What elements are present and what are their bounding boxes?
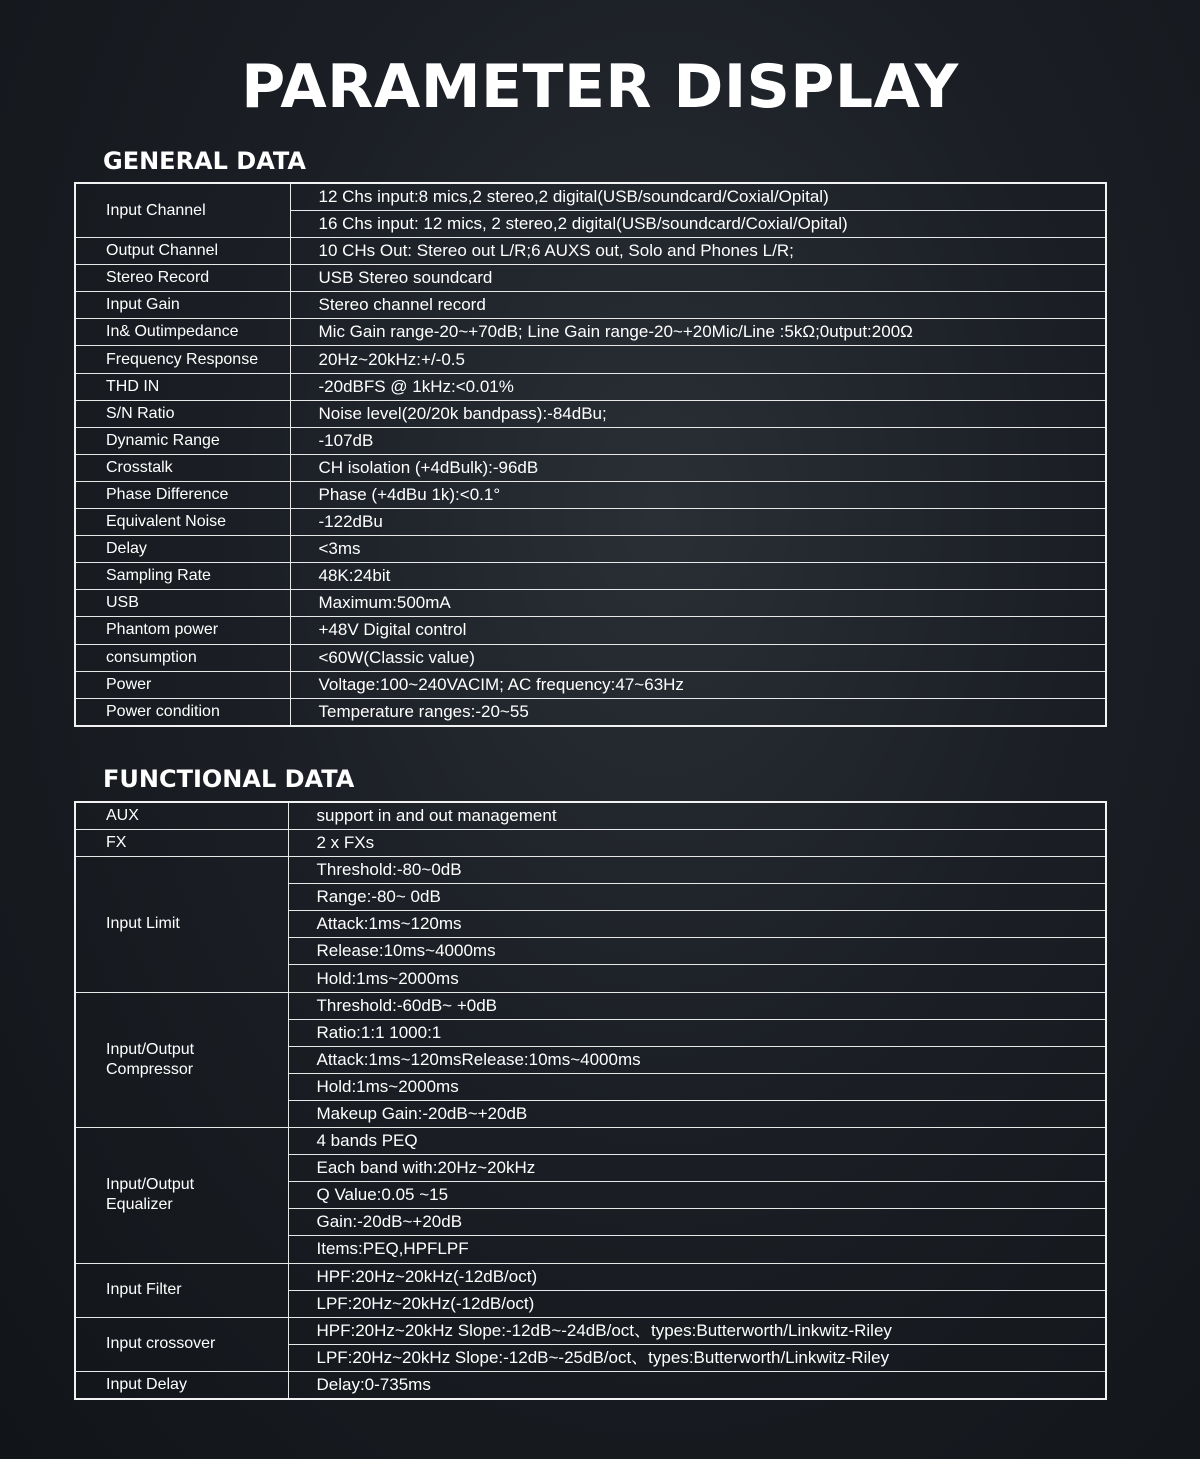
table-row bbox=[75, 1263, 1106, 1290]
table-row bbox=[75, 617, 1106, 644]
row-label: S/N Ratio bbox=[75, 400, 290, 427]
row-label: Output Channel bbox=[75, 238, 290, 265]
row-label: Input Filter bbox=[75, 1263, 288, 1317]
table-row bbox=[75, 346, 1106, 373]
row-label: Input/Output Compressor bbox=[75, 992, 288, 1127]
table-row bbox=[75, 373, 1106, 400]
row-label: Input Gain bbox=[75, 292, 290, 319]
row-label: Power condition bbox=[75, 698, 290, 726]
row-value: Ratio:1:1 1000:1 bbox=[288, 1019, 1106, 1046]
functional-data-table bbox=[74, 801, 1107, 1400]
row-label: AUX bbox=[75, 802, 288, 830]
table-row bbox=[75, 698, 1106, 726]
row-label: Phantom power bbox=[75, 617, 290, 644]
row-value: 10 CHs Out: Stereo out L/R;6 AUXS out, Solo and Phones L/R; bbox=[290, 238, 1106, 265]
row-value: Release:10ms~4000ms bbox=[288, 938, 1106, 965]
row-value: HPF:20Hz~20kHz Slope:-12dB~-24dB/oct、types:Butterworth/Linkwitz-Riley bbox=[288, 1317, 1106, 1344]
row-value: Each band with:20Hz~20kHz bbox=[288, 1155, 1106, 1182]
row-value: Threshold:-60dB~ +0dB bbox=[288, 992, 1106, 1019]
row-value: Hold:1ms~2000ms bbox=[288, 965, 1106, 992]
row-value: <60W(Classic value) bbox=[290, 644, 1106, 671]
row-value: Attack:1ms~120ms bbox=[288, 911, 1106, 938]
row-label: Frequency Response bbox=[75, 346, 290, 373]
row-label: Sampling Rate bbox=[75, 563, 290, 590]
row-value: Hold:1ms~2000ms bbox=[288, 1073, 1106, 1100]
row-label: Power bbox=[75, 671, 290, 698]
general-data-heading: GENERAL DATA bbox=[103, 147, 306, 175]
general-data-table bbox=[74, 182, 1107, 727]
table-row bbox=[75, 992, 1106, 1019]
row-value: LPF:20Hz~20kHz(-12dB/oct) bbox=[288, 1290, 1106, 1317]
row-value: Maximum:500mA bbox=[290, 590, 1106, 617]
row-value: 48K:24bit bbox=[290, 563, 1106, 590]
row-value: -107dB bbox=[290, 427, 1106, 454]
row-value: 20Hz~20kHz:+/-0.5 bbox=[290, 346, 1106, 373]
row-value: -122dBu bbox=[290, 509, 1106, 536]
table-row bbox=[75, 563, 1106, 590]
row-value: Items:PEQ,HPFLPF bbox=[288, 1236, 1106, 1263]
table-row bbox=[75, 830, 1106, 857]
row-value: CH isolation (+4dBulk):-96dB bbox=[290, 454, 1106, 481]
row-value: Gain:-20dB~+20dB bbox=[288, 1209, 1106, 1236]
row-value: Q Value:0.05 ~15 bbox=[288, 1182, 1106, 1209]
row-value: Threshold:-80~0dB bbox=[288, 857, 1106, 884]
row-label: Delay bbox=[75, 536, 290, 563]
table-row bbox=[75, 454, 1106, 481]
row-label: Crosstalk bbox=[75, 454, 290, 481]
row-value: 2 x FXs bbox=[288, 830, 1106, 857]
page-title: PARAMETER DISPLAY bbox=[241, 52, 959, 122]
table-row bbox=[75, 644, 1106, 671]
row-value: Stereo channel record bbox=[290, 292, 1106, 319]
table-row bbox=[75, 292, 1106, 319]
row-value: 12 Chs input:8 mics,2 stereo,2 digital(USB/soundcard/Coxial/Opital) bbox=[290, 183, 1106, 211]
row-value: HPF:20Hz~20kHz(-12dB/oct) bbox=[288, 1263, 1106, 1290]
table-row bbox=[75, 183, 1106, 211]
row-label: Input crossover bbox=[75, 1317, 288, 1371]
table-row bbox=[75, 802, 1106, 830]
table-row bbox=[75, 1128, 1106, 1155]
row-label: Equivalent Noise bbox=[75, 509, 290, 536]
row-value: +48V Digital control bbox=[290, 617, 1106, 644]
row-label: In& Outimpedance bbox=[75, 319, 290, 346]
row-value: Phase (+4dBu 1k):<0.1° bbox=[290, 481, 1106, 508]
table-row bbox=[75, 400, 1106, 427]
table-row bbox=[75, 319, 1106, 346]
row-value: Range:-80~ 0dB bbox=[288, 884, 1106, 911]
table-row bbox=[75, 857, 1106, 884]
row-value: support in and out management bbox=[288, 802, 1106, 830]
row-label: consumption bbox=[75, 644, 290, 671]
row-value: Makeup Gain:-20dB~+20dB bbox=[288, 1100, 1106, 1127]
row-value: 4 bands PEQ bbox=[288, 1128, 1106, 1155]
row-label: Input Channel bbox=[75, 183, 290, 238]
row-value: 16 Chs input: 12 mics, 2 stereo,2 digital(USB/soundcard/Coxial/Opital) bbox=[290, 211, 1106, 238]
table-row bbox=[75, 590, 1106, 617]
functional-data-heading: FUNCTIONAL DATA bbox=[103, 765, 355, 793]
row-label: Input Delay bbox=[75, 1371, 288, 1399]
row-value: Noise level(20/20k bandpass):-84dBu; bbox=[290, 400, 1106, 427]
row-label: Input Limit bbox=[75, 857, 288, 992]
table-row bbox=[75, 238, 1106, 265]
table-row bbox=[75, 509, 1106, 536]
table-row bbox=[75, 481, 1106, 508]
table-row bbox=[75, 536, 1106, 563]
row-label: Input/Output Equalizer bbox=[75, 1128, 288, 1263]
table-row bbox=[75, 265, 1106, 292]
row-label: THD IN bbox=[75, 373, 290, 400]
row-value: USB Stereo soundcard bbox=[290, 265, 1106, 292]
table-row bbox=[75, 427, 1106, 454]
row-value: -20dBFS @ 1kHz:<0.01% bbox=[290, 373, 1106, 400]
row-label: Dynamic Range bbox=[75, 427, 290, 454]
row-value: Delay:0-735ms bbox=[288, 1371, 1106, 1399]
table-row bbox=[75, 1317, 1106, 1344]
row-value: Mic Gain range-20~+70dB; Line Gain range-20~+20Mic/Line :5kΩ;0utput:200Ω bbox=[290, 319, 1106, 346]
row-value: Voltage:100~240VACIM; AC frequency:47~63Hz bbox=[290, 671, 1106, 698]
row-label: Phase Difference bbox=[75, 481, 290, 508]
row-value: LPF:20Hz~20kHz Slope:-12dB~-25dB/oct、types:Butterworth/Linkwitz-Riley bbox=[288, 1344, 1106, 1371]
row-value: Attack:1ms~120msRelease:10ms~4000ms bbox=[288, 1046, 1106, 1073]
table-row bbox=[75, 671, 1106, 698]
table-row bbox=[75, 1371, 1106, 1399]
row-label: FX bbox=[75, 830, 288, 857]
row-label: Stereo Record bbox=[75, 265, 290, 292]
row-value: <3ms bbox=[290, 536, 1106, 563]
row-label: USB bbox=[75, 590, 290, 617]
row-value: Temperature ranges:-20~55 bbox=[290, 698, 1106, 726]
